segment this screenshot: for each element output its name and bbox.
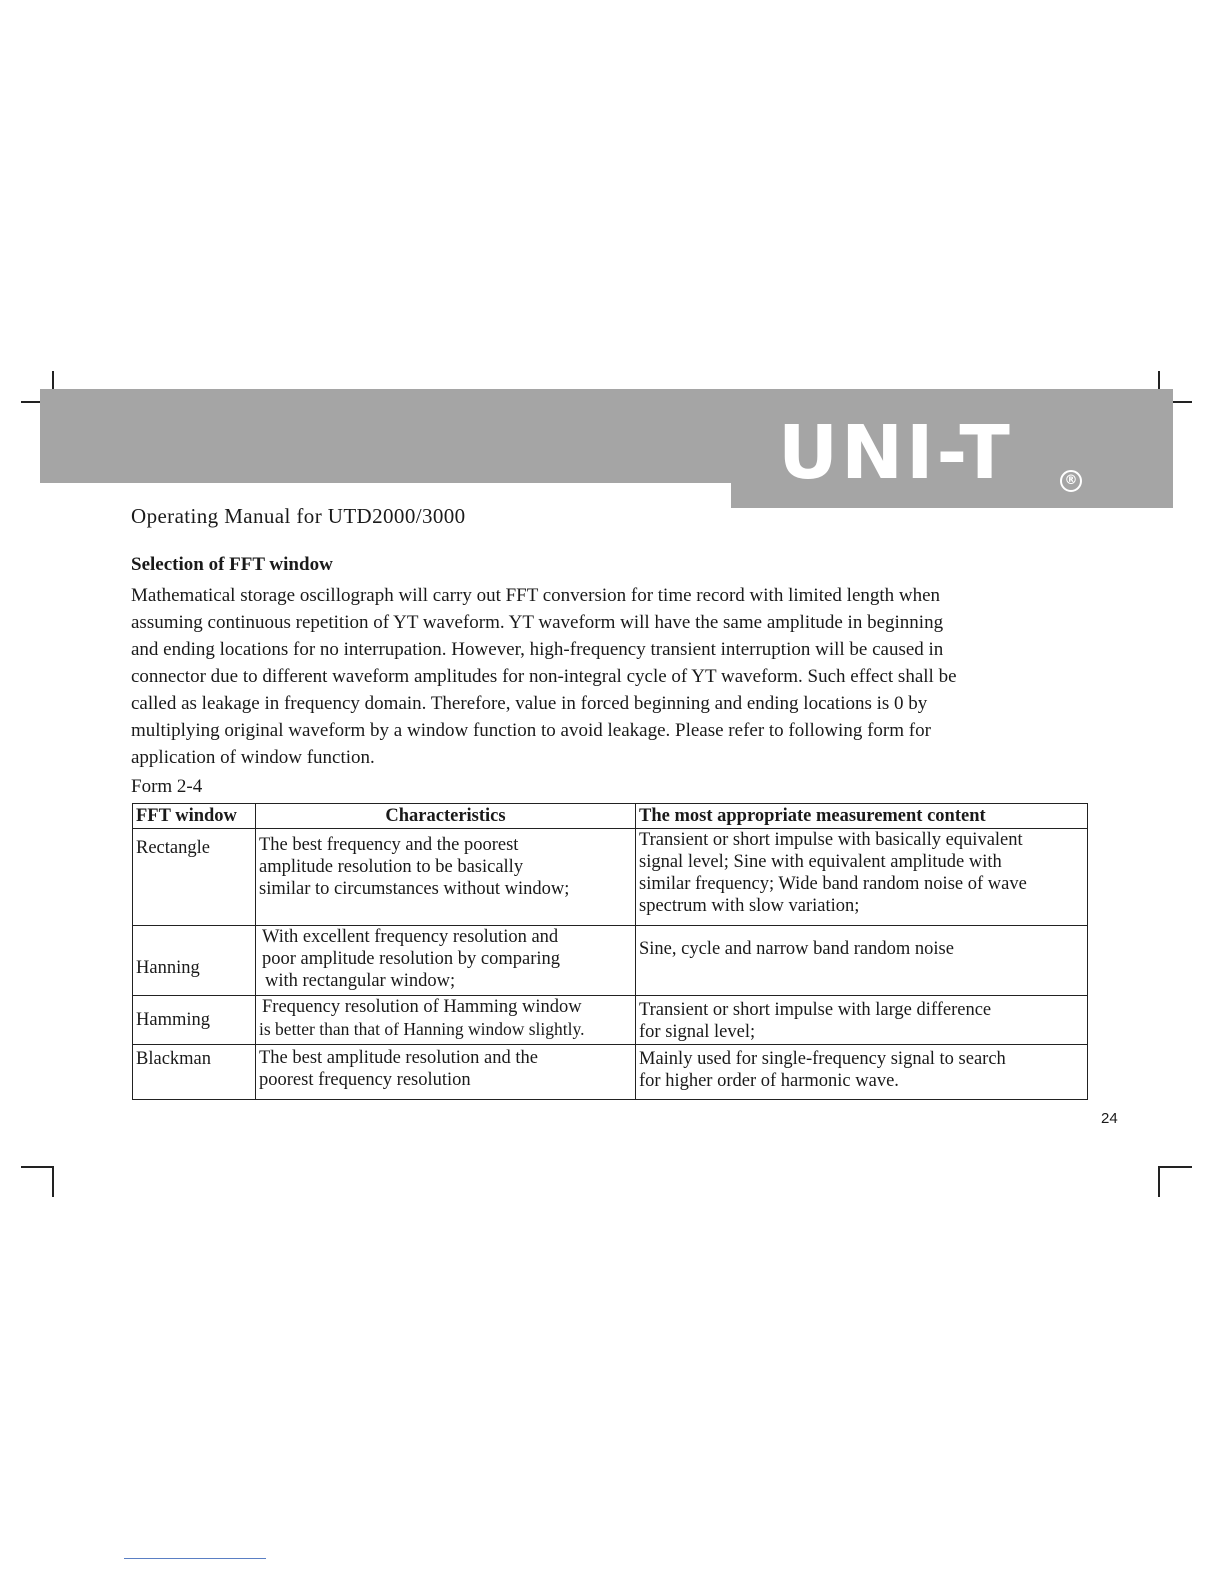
brand-logo (778, 412, 1088, 494)
paragraph-line: Mathematical storage oscillograph will carry out FFT conversion for time record with limited length when (131, 585, 941, 606)
page-number: 24 (1101, 1110, 1118, 1127)
form-label: Form 2-4 (131, 776, 203, 797)
manual-title: Operating Manual for UTD2000/3000 (131, 504, 466, 528)
column-header-measurement-content: The most appropriate measurement content (636, 804, 1088, 829)
cell-window: Rectangle (133, 829, 256, 926)
brand-logo-text: UNI-T (778, 410, 1013, 496)
table-row (133, 996, 1088, 1045)
footnote-rule (124, 1558, 266, 1559)
crop-mark (52, 1166, 54, 1197)
paragraph-line: assuming continuous repetition of YT waveform. YT waveform will have the same amplitude in beginning (131, 612, 944, 633)
cell-window: Blackman (133, 1045, 256, 1100)
cell-window: Hamming (133, 996, 256, 1045)
table-row (133, 829, 1088, 926)
cell-characteristics: The best frequency and the poorest amplitude resolution to be basically similar to circumstances without window; (256, 829, 636, 926)
section-title: Selection of FFT window (131, 554, 333, 575)
cell-characteristics: Frequency resolution of Hamming window is better than that of Hanning window slightly. (256, 996, 636, 1045)
paragraph-line: called as leakage in frequency domain. Therefore, value in forced beginning and ending locations is 0 by (131, 693, 928, 714)
cell-content: Transient or short impulse with basically equivalent signal level; Sine with equivalent amplitude with similar frequency; Wide band random noise of wave spectrum with slow variation; (636, 829, 1088, 926)
table-row (133, 1045, 1088, 1100)
cell-content: Mainly used for single-frequency signal to search for higher order of harmonic wave. (636, 1045, 1088, 1100)
cell-content: Transient or short impulse with large difference for signal level; (636, 996, 1088, 1045)
crop-mark (1158, 1166, 1160, 1197)
paragraph-line: application of window function. (131, 747, 375, 768)
column-header-characteristics: Characteristics (256, 804, 636, 829)
column-header-fft-window: FFT window (133, 804, 256, 829)
crop-mark (1158, 1166, 1192, 1168)
paragraph-line: multiplying original waveform by a window function to avoid leakage. Please refer to following form for (131, 720, 931, 741)
paragraph-line: connector due to different waveform amplitudes for non-integral cycle of YT waveform. Such effect shall be (131, 666, 957, 687)
crop-mark (21, 1166, 53, 1168)
paragraph-line: and ending locations for no interrupation. However, high-frequency transient interruption will be caused in (131, 639, 944, 660)
cell-characteristics: With excellent frequency resolution and poor amplitude resolution by comparing with rectangular window; (256, 926, 636, 996)
table-row (133, 926, 1088, 996)
cell-characteristics: The best amplitude resolution and the poorest frequency resolution (256, 1045, 636, 1100)
registered-mark: ® (1060, 470, 1082, 492)
fft-window-table (132, 803, 1088, 1100)
table-header-row (133, 804, 1088, 829)
cell-window: Hanning (133, 926, 256, 996)
section-paragraph (131, 582, 1096, 771)
cell-content: Sine, cycle and narrow band random noise (636, 926, 1088, 996)
